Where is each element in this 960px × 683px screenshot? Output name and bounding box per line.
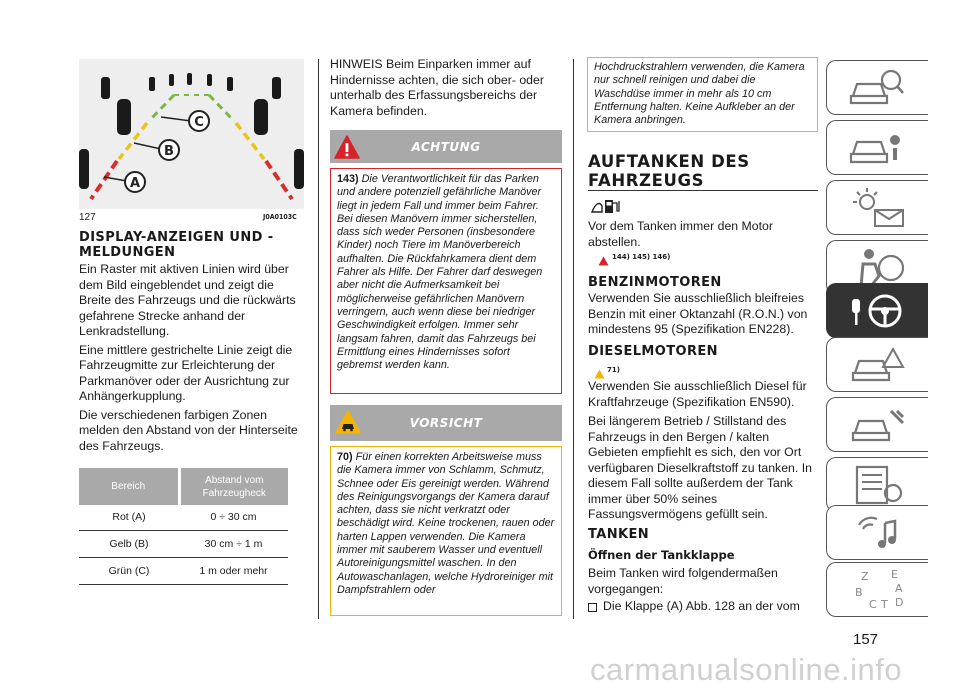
specs-icon bbox=[847, 463, 909, 507]
vorsicht-continuation-box bbox=[587, 57, 818, 132]
car-info-icon bbox=[847, 126, 909, 170]
lights-icon bbox=[847, 186, 909, 230]
vorsicht-title: VORSICHT bbox=[409, 416, 483, 430]
reference-list-2: 71) bbox=[607, 366, 620, 374]
callout-label-b: B bbox=[164, 144, 174, 159]
post-right-back bbox=[254, 99, 268, 135]
tab-car-warning[interactable] bbox=[826, 60, 928, 115]
achtung-text bbox=[337, 173, 555, 372]
column-divider bbox=[318, 59, 319, 619]
table-header-abstand: Abstand vom Fahrzeugheck bbox=[179, 468, 288, 505]
tab-steering-key[interactable] bbox=[826, 283, 928, 338]
tab-specs[interactable] bbox=[826, 457, 928, 512]
index-icon bbox=[847, 568, 909, 612]
page-number: 157 bbox=[853, 631, 879, 648]
distance-table bbox=[79, 468, 288, 585]
camera-figure bbox=[79, 59, 304, 209]
display-heading: DISPLAY-ANZEIGEN UND -MELDUNGEN bbox=[79, 230, 274, 260]
achtung-title: ACHTUNG bbox=[411, 139, 481, 154]
index-letter: A bbox=[894, 581, 903, 595]
vorsicht-box bbox=[330, 446, 562, 616]
tankklappe-text: Beim Tanken wird folgendermaßen vorgegangen: bbox=[588, 566, 778, 596]
vehicle-caution-icon bbox=[335, 409, 361, 439]
index-letter: E bbox=[890, 567, 898, 581]
table-cell: 30 cm ÷ 1 m bbox=[179, 530, 288, 557]
table-cell: 0 ÷ 30 cm bbox=[179, 505, 288, 530]
table-cell: Grün (C) bbox=[79, 557, 179, 584]
hinweis-text: HINWEIS Beim Einparken immer auf Hindernisse achten, die sich ober- oder unterhalb des Erfassungsbereichs der Kamera befinden. bbox=[330, 57, 544, 118]
table-cell: Rot (A) bbox=[79, 505, 179, 530]
steering-key-icon bbox=[847, 289, 909, 333]
table-row bbox=[79, 557, 288, 584]
achtung-box bbox=[330, 168, 562, 394]
vorsicht-header bbox=[330, 405, 562, 441]
benzin-text: Verwenden Sie ausschließlich bleifreies Benzin mit einer Oktanzahl (R.O.N.) von mindestens 95 (Spezifikation EN228). bbox=[588, 291, 808, 336]
achtung-body: Die Verantwortlichkeit für das Parken und andere potenziell gefährliche Manöver liegt in jedem Fall und immer beim Fahrer. Bei diesen Manövern immer sicherstellen, dass sich weder Personen (insbesondere Kinder) noch Tiere im Manöverbereich aufhalten. Die Rückfahrkamera dient dem Fahrer als Hilfe. Der Fahrer darf deswegen aber nicht die Aufmerksamkeit bei möglicherweise gefährlichen Manövern verringern, auch wenn diese bei niedriger Geschwindigkeit erfolgen. Immer sehr langsam fahren, damit das Fahrzeugs bei Ermittlung eines Hindernisses sofort gebremst werden kann. bbox=[337, 173, 543, 372]
vorsicht-number: 70) bbox=[337, 451, 353, 463]
tab-lights[interactable] bbox=[826, 180, 928, 235]
diesel-paragraph-1: Verwenden Sie ausschließlich Diesel für Kraftfahrzeuge (Spezifikation EN590). bbox=[588, 379, 807, 409]
breakdown-icon bbox=[847, 343, 909, 387]
index-letter: Z bbox=[860, 569, 869, 583]
tab-service[interactable] bbox=[826, 397, 928, 452]
diesel-paragraph-2: Bei längerem Betrieb / Stillstand des Fahrzeugs in den Bergen / kalten Gebieten empfiehlt es sich, den vor Ort verfügbaren Dieselkraftstoff zu tanken. In diesem Fall sollte außerdem der Tank immer über 50% seines Fassungsvermögens gefüllt sein. bbox=[588, 414, 812, 521]
table-row bbox=[79, 505, 288, 530]
tab-breakdown[interactable] bbox=[826, 337, 928, 392]
vorsicht-continuation: Hochdruckstrahlern verwenden, die Kamera nur schnell reinigen und dabei die Waschdüse immer in mehr als 10 cm Entfernung halten. Keine Aufkleber an der Kamera anbringen. bbox=[594, 61, 805, 127]
warning-triangle-small-icon bbox=[598, 251, 609, 270]
reference-list-1: 144) 145) 146) bbox=[612, 253, 671, 261]
col1-paragraph-2: Eine mittlere gestrichelte Linie zeigt die Fahrzeugmitte zur Erleichterung der Parkmanöver oder der Ausrichtung zur Anhängerkupplung. bbox=[79, 342, 293, 403]
service-icon bbox=[847, 403, 909, 447]
auftanken-heading: AUFTANKEN DES FAHRZEUGS bbox=[588, 152, 750, 190]
diesel-text bbox=[588, 379, 818, 523]
figure-code: J0A0103C bbox=[263, 213, 297, 221]
table-cell: 1 m oder mehr bbox=[179, 557, 288, 584]
bullet-square-icon bbox=[588, 603, 597, 612]
tab-car-info[interactable] bbox=[826, 120, 928, 175]
achtung-header bbox=[330, 130, 562, 163]
index-letter: B bbox=[854, 585, 863, 599]
index-letter: T bbox=[880, 597, 888, 611]
column-divider bbox=[573, 59, 574, 619]
figure-number: 127 bbox=[79, 212, 96, 223]
index-letter: C bbox=[868, 597, 877, 611]
col1-text bbox=[79, 262, 304, 454]
tab-multimedia[interactable] bbox=[826, 505, 928, 560]
achtung-number: 143) bbox=[337, 173, 359, 185]
car-warning-icon bbox=[847, 66, 909, 110]
vorsicht-text bbox=[337, 451, 555, 597]
vorsicht-body: Für einen korrekten Arbeitsweise muss die Kamera immer von Schlamm, Schmutz, Schnee oder Eis gereinigt werden. Während des Reinigungsvorgangs der Kamera darauf achten, dass sie nicht verkratzt oder beschädigt wird. Keine trockenen, rauen oder harten Lappen verwenden. Die Kamera immer mit sauberem Wasser und eventuell Autoreinigungsmittel waschen. In den Autowaschanlagen, welche Hydroreiniger mit Dampfstrahlern oder bbox=[337, 451, 555, 596]
heading-underline bbox=[588, 190, 818, 191]
post-left-back bbox=[117, 99, 131, 135]
table-header-bereich: Bereich bbox=[79, 468, 179, 505]
fuel-pump-icon bbox=[590, 197, 624, 219]
tanken-heading: TANKEN bbox=[588, 527, 650, 542]
diesel-heading: DIESELMOTOREN bbox=[588, 344, 718, 359]
multimedia-icon bbox=[847, 511, 909, 555]
index-letter: D bbox=[894, 595, 903, 609]
col1-paragraph-3: Die verschiedenen farbigen Zonen melden den Abstand von der Hinterseite des Fahrzeugs. bbox=[79, 407, 298, 453]
warning-triangle-icon bbox=[334, 134, 360, 164]
benzin-heading: BENZINMOTOREN bbox=[588, 275, 722, 290]
callout-label-c: C bbox=[194, 115, 204, 130]
auftanken-text: Vor dem Tanken immer den Motor abstellen. bbox=[588, 219, 773, 249]
tankklappe-heading: Öffnen der Tankklappe bbox=[588, 548, 735, 562]
col1-paragraph-1: Ein Raster mit aktiven Linien wird über dem Bild eingeblendet und zeigt die Breite des Fahrzeugs und die rückwärts gefahrene Strecke anhand der Lenkradstellung. bbox=[79, 262, 296, 338]
bullet-text: Die Klappe (A) Abb. 128 an der vom bbox=[603, 599, 800, 613]
tab-index[interactable] bbox=[826, 562, 928, 617]
table-cell: Gelb (B) bbox=[79, 530, 179, 557]
watermark: carmanualsonline.info bbox=[590, 652, 903, 683]
callout-label-a: A bbox=[129, 176, 141, 191]
table-row bbox=[79, 530, 288, 557]
camera-illustration bbox=[79, 59, 304, 209]
